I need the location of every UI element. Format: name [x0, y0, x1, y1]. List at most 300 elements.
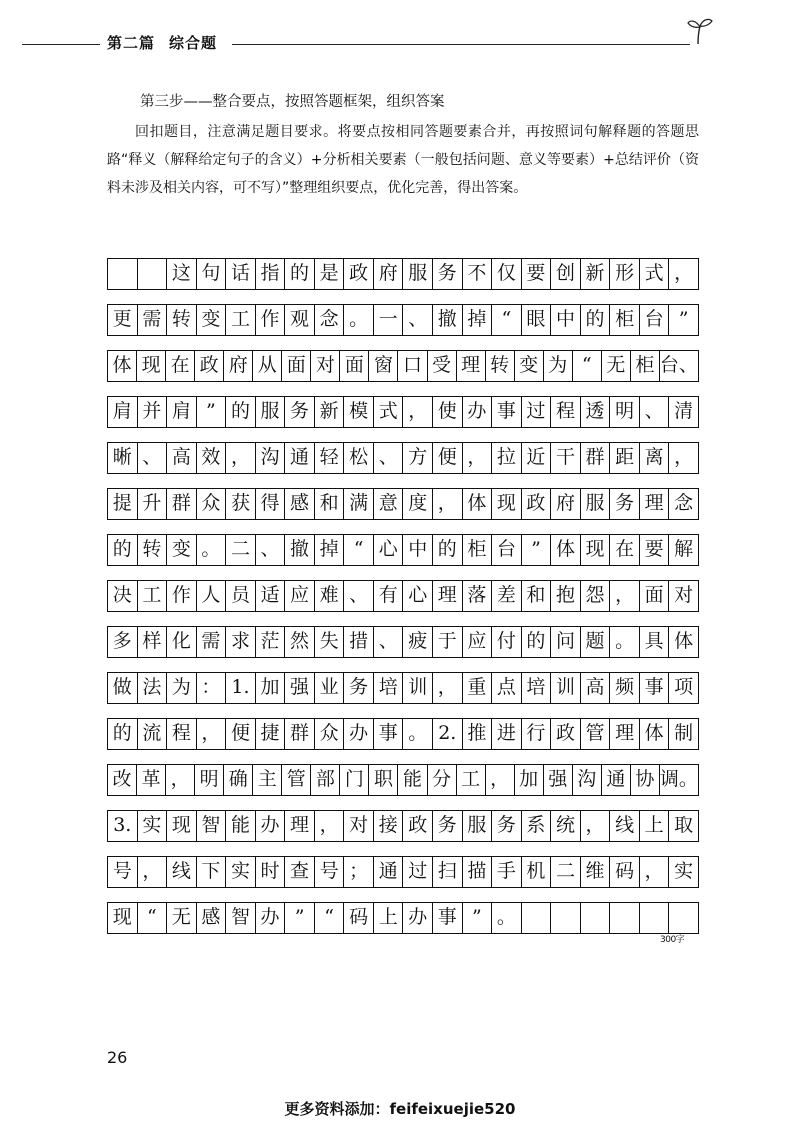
- grid-cell: 号: [108, 857, 138, 887]
- grid-cell: 眼: [522, 305, 552, 335]
- grid-cell: ，: [486, 765, 515, 795]
- grid-cell: 工: [457, 765, 486, 795]
- grid-cell: 上: [374, 903, 404, 933]
- grid-cell: “: [492, 305, 522, 335]
- grid-cell: 措: [344, 627, 374, 657]
- grid-cell: 智: [226, 903, 256, 933]
- grid-cell: 实: [674, 860, 694, 882]
- grid-row: [107, 258, 699, 290]
- grid-cell: 体: [640, 719, 670, 749]
- grid-cell: 现: [137, 351, 166, 381]
- grid-cell: 调。: [659, 768, 698, 790]
- grid-cell: 现: [492, 489, 522, 519]
- grid-cell: 描: [463, 857, 493, 887]
- grid-cell: ，: [674, 262, 694, 284]
- grid-cell: 指: [256, 259, 286, 289]
- grid-row: [107, 350, 699, 382]
- grid-cell: 革: [137, 765, 166, 795]
- grid-cell: 行: [522, 719, 552, 749]
- grid-row: [107, 580, 699, 612]
- grid-cell: 服: [403, 259, 433, 289]
- grid-cell: 时: [256, 857, 286, 887]
- grid-cell: 观: [285, 305, 315, 335]
- grid-cell: 心: [403, 581, 433, 611]
- grid-cell: 训: [551, 673, 581, 703]
- grid-cell: 应: [463, 627, 493, 657]
- grid-cell: 掉: [463, 305, 493, 335]
- grid-cell: 清: [674, 400, 694, 422]
- grid-row: [107, 902, 699, 934]
- grid-cell: ，: [610, 581, 640, 611]
- grid-cell: 作: [167, 581, 197, 611]
- grid-cell: 。: [492, 903, 522, 933]
- grid-cell: ，: [640, 857, 670, 887]
- grid-cell: 工: [226, 305, 256, 335]
- grid-cell: 使: [433, 397, 463, 427]
- grid-cell: 抱: [551, 581, 581, 611]
- grid-cell: 手: [492, 857, 522, 887]
- grid-cell: 二: [551, 857, 581, 887]
- grid-cell: 点: [492, 673, 522, 703]
- grid-cell: 程: [551, 397, 581, 427]
- grid-cell: 作: [256, 305, 286, 335]
- grid-cell: 群: [167, 489, 197, 519]
- grid-cell: 过: [522, 397, 552, 427]
- grid-cell: 问: [551, 627, 581, 657]
- grid-cell: 难: [315, 581, 345, 611]
- grid-cell: 明: [610, 397, 640, 427]
- grid-cell: 员: [226, 581, 256, 611]
- grid-cell: 一: [374, 305, 404, 335]
- grid-cell: 府: [224, 351, 253, 381]
- grid-cell: “: [573, 351, 602, 381]
- grid-cell: 2.: [433, 719, 463, 749]
- step-title: 第三步——整合要点，按照答题框架，组织答案: [140, 94, 445, 110]
- grid-cell: 念: [315, 305, 345, 335]
- grid-cell: 在: [610, 535, 640, 565]
- grid-cell: 受: [428, 351, 457, 381]
- grid-cell: 的: [581, 305, 611, 335]
- grid-cell: 事: [374, 719, 404, 749]
- grid-cell: 口: [398, 351, 427, 381]
- grid-cell: 付: [492, 627, 522, 657]
- grid-cell: 式: [374, 397, 404, 427]
- grid-cell: 的: [108, 719, 138, 749]
- grid-cell: 拉: [492, 443, 522, 473]
- grid-row: [107, 442, 699, 474]
- grid-cell: 透: [581, 397, 611, 427]
- grid-cell: [138, 259, 168, 289]
- grid-cell: 进: [492, 719, 522, 749]
- grid-cell: 具: [640, 627, 670, 657]
- grid-cell: ”: [197, 397, 227, 427]
- grid-cell: 强: [285, 673, 315, 703]
- header-title: [107, 32, 217, 53]
- grid-cell: 机: [522, 857, 552, 887]
- grid-cell: 和: [315, 489, 345, 519]
- grid-row: [107, 626, 699, 658]
- grid-cell: 二: [226, 535, 256, 565]
- grid-cell: 转: [167, 305, 197, 335]
- grid-cell: “: [344, 535, 374, 565]
- grid-cell: 务: [610, 489, 640, 519]
- grid-cell: 意: [374, 489, 404, 519]
- grid-cell: 台、: [659, 354, 698, 376]
- grid-cell: 为: [544, 351, 573, 381]
- grid-cell: 疲: [403, 627, 433, 657]
- grid-cell: 需: [138, 305, 168, 335]
- grid-cell: 制: [674, 722, 694, 744]
- grid-cell: 不: [463, 259, 493, 289]
- grid-cell: 码: [610, 857, 640, 887]
- grid-cell: 协: [631, 765, 660, 795]
- grid-cell: 柜: [463, 535, 493, 565]
- grid-row: [107, 488, 699, 520]
- grid-cell: 面: [640, 581, 670, 611]
- grid-cell: ”: [463, 903, 493, 933]
- grid-cell: 政: [551, 719, 581, 749]
- grid-cell: 便: [433, 443, 463, 473]
- grid-cell: 众: [315, 719, 345, 749]
- grid-cell: 撤: [285, 535, 315, 565]
- grid-cell: 线: [167, 857, 197, 887]
- grid-cell: 变: [515, 351, 544, 381]
- grid-cell: 。: [197, 535, 227, 565]
- grid-cell: 重: [463, 673, 493, 703]
- grid-cell: ，: [403, 397, 433, 427]
- grid-cell: [610, 903, 640, 933]
- grid-cell: 要: [522, 259, 552, 289]
- grid-cell: 务: [433, 259, 463, 289]
- grid-cell: 台: [640, 305, 670, 335]
- grid-cell: 形: [610, 259, 640, 289]
- grid-row: [107, 396, 699, 428]
- grid-cell: 训: [403, 673, 433, 703]
- grid-cell: 培: [374, 673, 404, 703]
- grid-cell: 心: [374, 535, 404, 565]
- grid-cell: 仅: [492, 259, 522, 289]
- grid-cell: 培: [522, 673, 552, 703]
- grid-cell: 对: [674, 584, 694, 606]
- grid-cell: 服: [256, 397, 286, 427]
- grid-cell: 取: [674, 814, 694, 836]
- grid-cell: 干: [551, 443, 581, 473]
- grid-cell: 的: [433, 535, 463, 565]
- grid-cell: 码: [344, 903, 374, 933]
- grid-cell: 对: [344, 811, 374, 841]
- grid-cell: 府: [374, 259, 404, 289]
- grid-cell: 柜: [631, 351, 660, 381]
- grid-cell: 办: [256, 903, 286, 933]
- grid-cell: 现: [581, 535, 611, 565]
- grid-cell: 加: [256, 673, 286, 703]
- grid-cell: 加: [515, 765, 544, 795]
- grid-cell: ，: [315, 811, 345, 841]
- grid-cell: 撤: [433, 305, 463, 335]
- grid-cell: 体: [674, 630, 694, 652]
- grid-cell: 实: [138, 811, 168, 841]
- grid-cell: 的: [108, 535, 138, 565]
- grid-cell: ，: [433, 673, 463, 703]
- grid-cell: 和: [522, 581, 552, 611]
- grid-cell: 号: [315, 857, 345, 887]
- grid-cell: 这: [167, 259, 197, 289]
- grid-cell: 管: [282, 765, 311, 795]
- grid-cell: 获: [226, 489, 256, 519]
- grid-cell: 1.: [226, 673, 256, 703]
- grid-cell: 理: [457, 351, 486, 381]
- grid-cell: 便: [226, 719, 256, 749]
- grid-cell: 求: [226, 627, 256, 657]
- grid-cell: 无: [602, 351, 631, 381]
- grid-cell: 项: [674, 676, 694, 698]
- grid-cell: 通: [374, 857, 404, 887]
- grid-cell: 业: [315, 673, 345, 703]
- grid-cell: 理: [640, 489, 670, 519]
- grid-cell: 需: [197, 627, 227, 657]
- grid-cell: 政: [403, 811, 433, 841]
- grid-cell: 办: [256, 811, 286, 841]
- grid-cell: 窗: [369, 351, 398, 381]
- grid-cell: 流: [138, 719, 168, 749]
- grid-cell: 府: [551, 489, 581, 519]
- grid-cell: 实: [226, 857, 256, 887]
- grid-cell: 群: [581, 443, 611, 473]
- grid-cell: 。: [344, 305, 374, 335]
- grid-cell: [669, 903, 698, 933]
- grid-cell: 管: [581, 719, 611, 749]
- grid-cell: 更: [108, 305, 138, 335]
- grid-cell: 决: [108, 581, 138, 611]
- grid-cell: 务: [433, 811, 463, 841]
- grid-cell: 政: [344, 259, 374, 289]
- grid-cell: 肩: [108, 397, 138, 427]
- grid-cell: 事: [433, 903, 463, 933]
- grid-cell: 中: [403, 535, 433, 565]
- grid-row: [107, 764, 699, 796]
- grid-cell: 肩: [167, 397, 197, 427]
- grid-cell: 度: [403, 489, 433, 519]
- grid-cell: 理: [285, 811, 315, 841]
- grid-cell: 理: [610, 719, 640, 749]
- footer-note: 更多资料添加：feifeixuejie520: [284, 1100, 516, 1118]
- grid-cell: [108, 259, 138, 289]
- grid-cell: ：: [197, 673, 227, 703]
- grid-cell: 系: [522, 811, 552, 841]
- grid-cell: 题: [581, 627, 611, 657]
- grid-cell: 明: [195, 765, 224, 795]
- grid-cell: 群: [285, 719, 315, 749]
- grid-cell: 高: [167, 443, 197, 473]
- grid-cell: 通: [602, 765, 631, 795]
- grid-cell: 柜: [610, 305, 640, 335]
- grid-cell: 松: [344, 443, 374, 473]
- grid-cell: 、: [374, 443, 404, 473]
- grid-cell: 提: [108, 489, 138, 519]
- grid-cell: 在: [166, 351, 195, 381]
- grid-cell: 查: [285, 857, 315, 887]
- grid-cell: [522, 903, 552, 933]
- grid-cell: “: [138, 903, 168, 933]
- grid-cell: 转: [486, 351, 515, 381]
- grid-cell: 落: [463, 581, 493, 611]
- grid-cell: 效: [197, 443, 227, 473]
- header-rule-left: [22, 44, 100, 45]
- grid-cell: ，: [226, 443, 256, 473]
- grid-cell: ，: [433, 489, 463, 519]
- grid-cell: ”: [285, 903, 315, 933]
- grid-cell: 推: [463, 719, 493, 749]
- grid-cell: 3.: [108, 811, 138, 841]
- grid-cell: [581, 903, 611, 933]
- grid-cell: 、: [344, 581, 374, 611]
- grid-cell: 、: [256, 535, 286, 565]
- grid-cell: ，: [581, 811, 611, 841]
- grid-cell: ，: [197, 719, 227, 749]
- grid-cell: 办: [344, 719, 374, 749]
- grid-row: [107, 672, 699, 704]
- grid-cell: 服: [581, 489, 611, 519]
- grid-cell: 统: [551, 811, 581, 841]
- grid-cell: 、: [138, 443, 168, 473]
- grid-cell: 感: [197, 903, 227, 933]
- grid-cell: 然: [285, 627, 315, 657]
- grid-cell: 人: [197, 581, 227, 611]
- grid-cell: 话: [226, 259, 256, 289]
- grid-cell: 的: [522, 627, 552, 657]
- grid-cell: 事: [492, 397, 522, 427]
- grid-cell: ，: [166, 765, 195, 795]
- header-section: 综合题: [169, 34, 218, 52]
- grid-row: [107, 304, 699, 336]
- grid-cell: 扫: [433, 857, 463, 887]
- grid-cell: 台: [492, 535, 522, 565]
- grid-cell: 掉: [315, 535, 345, 565]
- grid-cell: 为: [167, 673, 197, 703]
- grid-row: [107, 534, 699, 566]
- sprout-icon: [686, 16, 714, 46]
- grid-cell: ，: [463, 443, 493, 473]
- word-count-label: 300字: [660, 935, 685, 945]
- grid-cell: 分: [428, 765, 457, 795]
- grid-cell: 体: [463, 489, 493, 519]
- grid-cell: 。: [610, 627, 640, 657]
- grid-cell: 现: [167, 811, 197, 841]
- grid-row: [107, 856, 699, 888]
- grid-cell: 句: [197, 259, 227, 289]
- grid-cell: 新: [581, 259, 611, 289]
- grid-cell: 捷: [256, 719, 286, 749]
- grid-cell: ”: [522, 535, 552, 565]
- grid-cell: 强: [544, 765, 573, 795]
- grid-cell: [551, 903, 581, 933]
- grid-row: [107, 718, 699, 750]
- grid-cell: 离: [640, 443, 670, 473]
- grid-cell: 无: [167, 903, 197, 933]
- grid-cell: 办: [403, 903, 433, 933]
- grid-cell: 距: [610, 443, 640, 473]
- grid-cell: 维: [581, 857, 611, 887]
- grid-cell: 念: [674, 492, 694, 514]
- grid-cell: ”: [678, 308, 689, 330]
- grid-cell: 感: [285, 489, 315, 519]
- grid-cell: 沟: [256, 443, 286, 473]
- grid-cell: 事: [640, 673, 670, 703]
- grid-cell: 于: [433, 627, 463, 657]
- grid-cell: ，: [674, 446, 694, 468]
- grid-cell: 新: [315, 397, 345, 427]
- grid-cell: 应: [285, 581, 315, 611]
- grid-cell: 变: [197, 305, 227, 335]
- grid-cell: 沟: [573, 765, 602, 795]
- grid-cell: 面: [340, 351, 369, 381]
- grid-cell: 解: [674, 538, 694, 560]
- grid-cell: 做: [108, 673, 138, 703]
- grid-cell: 职: [369, 765, 398, 795]
- grid-cell: 程: [167, 719, 197, 749]
- grid-cell: 有: [374, 581, 404, 611]
- grid-cell: 确: [224, 765, 253, 795]
- grid-cell: 政: [195, 351, 224, 381]
- grid-cell: 要: [640, 535, 670, 565]
- grid-cell: 并: [138, 397, 168, 427]
- grid-cell: 理: [433, 581, 463, 611]
- grid-cell: 得: [256, 489, 286, 519]
- grid-cell: 适: [256, 581, 286, 611]
- grid-cell: 茫: [256, 627, 286, 657]
- grid-cell: 高: [581, 673, 611, 703]
- running-header: [0, 30, 800, 60]
- grid-cell: 门: [340, 765, 369, 795]
- grid-cell: 从: [253, 351, 282, 381]
- grid-cell: 体: [551, 535, 581, 565]
- header-rule-right: [232, 44, 690, 45]
- grid-cell: 是: [315, 259, 345, 289]
- grid-cell: 的: [285, 259, 315, 289]
- answer-grid: [107, 258, 699, 948]
- grid-cell: 改: [108, 765, 137, 795]
- grid-cell: ；: [344, 857, 374, 887]
- grid-cell: 过: [403, 857, 433, 887]
- grid-cell: 务: [285, 397, 315, 427]
- grid-cell: “: [315, 903, 345, 933]
- grid-cell: 变: [167, 535, 197, 565]
- grid-cell: 通: [285, 443, 315, 473]
- grid-cell: 主: [253, 765, 282, 795]
- grid-cell: 对: [311, 351, 340, 381]
- grid-cell: 工: [138, 581, 168, 611]
- grid-cell: 式: [640, 259, 670, 289]
- grid-cell: 上: [640, 811, 670, 841]
- page-number: 26: [107, 1048, 128, 1067]
- grid-cell: 能: [398, 765, 427, 795]
- grid-cell: 下: [197, 857, 227, 887]
- grid-cell: 差: [492, 581, 522, 611]
- grid-cell: 转: [138, 535, 168, 565]
- grid-cell: 轻: [315, 443, 345, 473]
- grid-cell: 中: [551, 305, 581, 335]
- grid-cell: 务: [344, 673, 374, 703]
- grid-cell: 面: [282, 351, 311, 381]
- grid-cell: 能: [226, 811, 256, 841]
- grid-cell: 智: [197, 811, 227, 841]
- grid-cell: 满: [344, 489, 374, 519]
- grid-cell: 模: [344, 397, 374, 427]
- grid-cell: 法: [138, 673, 168, 703]
- grid-cell: 、: [374, 627, 404, 657]
- grid-cell: 部: [311, 765, 340, 795]
- grid-cell: 样: [138, 627, 168, 657]
